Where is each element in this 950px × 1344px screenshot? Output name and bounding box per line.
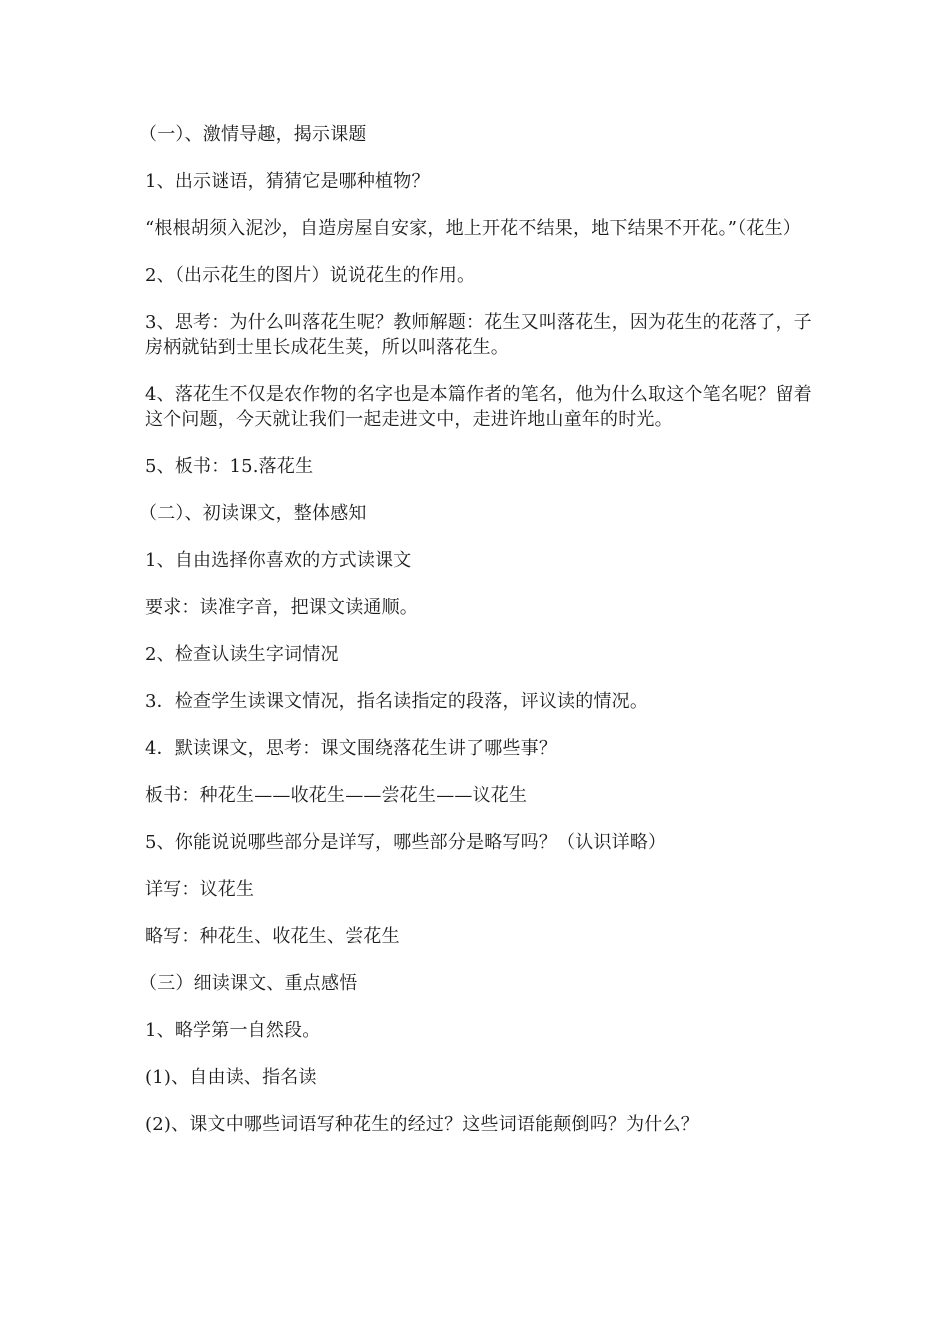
paragraph-first-section: 1、略学第一自然段。 [145, 1020, 321, 1041]
paragraph-title-explanation: 3、思考：为什么叫落花生呢？教师解题：花生又叫落花生，因为花生的花落了，子房柄就钻到士里长成花生荚，所以叫落花生。 [145, 312, 812, 358]
paragraph-silent-reading: 4．默读课文，思考：课文围绕落花生讲了哪些事？ [145, 738, 558, 759]
document-body [139, 122, 812, 1137]
paragraph-riddle-intro: 1、出示谜语，猜猜它是哪种植物？ [145, 171, 430, 192]
paragraph-free-reading: 1、自由选择你喜欢的方式读课文 [145, 550, 412, 571]
paragraph-word-order-question: (2)、课文中哪些词语写种花生的经过？这些词语能颠倒吗？为什么？ [145, 1114, 699, 1135]
paragraph-detailed-part: 详写：议花生 [145, 879, 255, 900]
paragraph-brief-part: 略写：种花生、收花生、尝花生 [145, 926, 400, 947]
paragraph-check-words: 2、检查认读生字词情况 [145, 644, 339, 665]
section-heading-1: （一）、激情导趣，揭示课题 [139, 124, 367, 145]
paragraph-board-sequence: 板书：种花生——收花生——尝花生——议花生 [145, 785, 528, 806]
paragraph-detail-question: 5、你能说说哪些部分是详写，哪些部分是略写吗？（认识详略） [145, 832, 667, 853]
paragraph-peanut-picture: 2、（出示花生的图片）说说花生的作用。 [145, 265, 476, 286]
paragraph-check-reading: 3．检查学生读课文情况，指名读指定的段落，评议读的情况。 [145, 691, 649, 712]
section-heading-3: （三）细读课文、重点感悟 [139, 973, 358, 994]
paragraph-read-aloud: (1)、自由读、指名读 [145, 1067, 317, 1088]
paragraph-riddle-text: “根根胡须入泥沙，自造房屋自安家，地上开花不结果，地下结果不开花。”（花生） [145, 218, 802, 239]
paragraph-pen-name: 4、落花生不仅是农作物的名字也是本篇作者的笔名，他为什么取这个笔名呢？留着这个问题，今天就让我们一起走进文中，走进许地山童年的时光。 [145, 384, 812, 430]
paragraph-requirement: 要求：读准字音，把课文读通顺。 [145, 597, 418, 618]
section-heading-2: （二）、初读课文，整体感知 [139, 503, 367, 524]
paragraph-board-title: 5、板书：15.落花生 [145, 456, 314, 477]
